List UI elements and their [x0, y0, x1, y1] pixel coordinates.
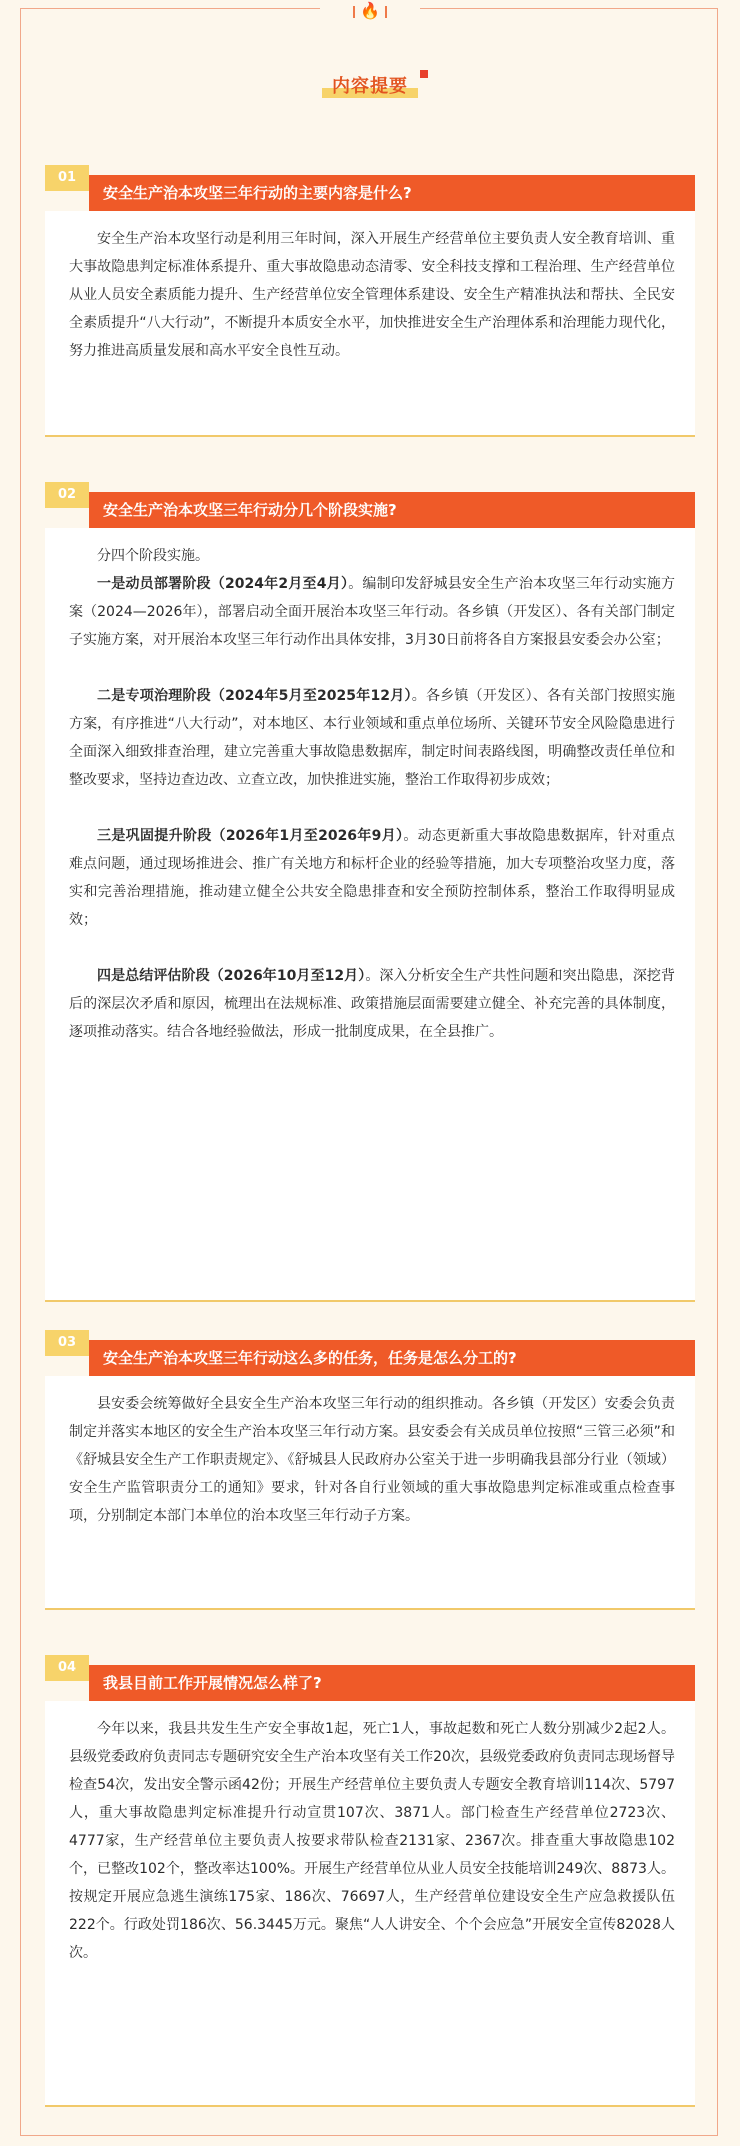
section-question: 安全生产治本攻坚三年行动分几个阶段实施? — [89, 492, 695, 528]
section-question: 我县目前工作开展情况怎么样了? — [89, 1665, 695, 1701]
ornament-bar — [353, 6, 355, 18]
section-question: 安全生产治本攻坚三年行动这么多的任务，任务是怎么分工的? — [89, 1340, 695, 1376]
paragraph: 分四个阶段实施。 — [97, 548, 209, 564]
phase-paragraph — [69, 962, 675, 1046]
section-body — [45, 211, 695, 437]
title-dot — [420, 70, 428, 78]
phase-heading: 二是专项治理阶段（2024年5月至2025年12月） — [97, 688, 412, 704]
top-ornament — [320, 0, 420, 22]
section-number-badge: 01 — [45, 165, 89, 191]
section-number-badge: 04 — [45, 1655, 89, 1681]
phase-heading: 三是巩固提升阶段（2026年1月至2026年9月） — [97, 828, 404, 844]
paragraph: 今年以来，我县共发生生产安全事故1起，死亡1人，事故起数和死亡人数分别减少2起2人。县级党委政府负责同志专题研究安全生产治本攻坚有关工作20次，县级党委政府负责同志现场督导检查54次，发出安全警示函42份；开展生产经营单位主要负责人专题安全教育培训114次、5797人，重大事故隐患判定标准提升行动宣贯107次、3871人。部门检查生产经营单位2723次、4777家，生产经营单位主要负责人按要求带队检查2131家、2367次。排查重大事故隐患102个，已整改102个，整改率达100%。开展生产经营单位从业人员安全技能培训249次、8873人。按规定开展应急逃生演练175家、186次、76697人，生产经营单位建设安全生产应急救援队伍222个。行政处罚186次、56.3445万元。聚焦“人人讲安全、个个会应急”开展安全宣传82028人次。 — [69, 1721, 675, 1961]
section-body — [45, 1376, 695, 1610]
section-body — [45, 1701, 695, 2107]
section-number-badge: 02 — [45, 482, 89, 508]
flame-icon: 🔥 — [360, 1, 380, 20]
phase-paragraph — [69, 570, 675, 654]
section-number-badge: 03 — [45, 1330, 89, 1356]
phase-paragraph — [69, 682, 675, 794]
phase-text: 。深入分析安全生产共性问题和突出隐患，深挖背后的深层次矛盾和原因，梳理出在法规标准、政策措施层面需要建立健全、补充完善的具体制度，逐项推动落实。结合各地经验做法，形成一批制度成果，在全县推广。 — [69, 968, 676, 1040]
phase-text: 。编制印发舒城县安全生产治本攻坚三年行动实施方案（2024—2026年），部署启动全面开展治本攻坚三年行动。各乡镇（开发区）、各有关部门制定子实施方案，对开展治本攻坚三年行动作出具体安排，3月30日前将各自方案报县安委会办公室； — [69, 576, 676, 648]
section-question: 安全生产治本攻坚三年行动的主要内容是什么? — [89, 175, 695, 211]
paragraph: 安全生产治本攻坚行动是利用三年时间，深入开展生产经营单位主要负责人安全教育培训、重大事故隐患判定标准体系提升、重大事故隐患动态清零、安全科技支撑和工程治理、生产经营单位从业人员安全素质能力提升、生产经营单位安全管理体系建设、安全生产精准执法和帮扶、全民安全素质提升“八大行动”，不断提升本质安全水平，加快推进安全生产治理体系和治理能力现代化，努力推进高质量发展和高水平安全良性互动。 — [69, 231, 675, 359]
section-body — [45, 528, 695, 1302]
phase-text: 。各乡镇（开发区）、各有关部门按照实施方案，有序推进“八大行动”，对本地区、本行业领域和重点单位场所、关键环节安全风险隐患进行全面深入细致排查治理，建立完善重大事故隐患数据库，制定时间表路线图，明确整改责任单位和整改要求，坚持边查边改、立查立改，加快推进实施，整治工作取得初步成效； — [69, 688, 676, 788]
ornament-bar — [385, 6, 387, 18]
paragraph: 县安委会统筹做好全县安全生产治本攻坚三年行动的组织推动。各乡镇（开发区）安委会负责制定并落实本地区的安全生产治本攻坚三年行动方案。县安委会有关成员单位按照“三管三必须”和《舒城县安全生产工作职责规定》、《舒城县人民政府办公室关于进一步明确我县部分行业（领域）安全生产监管职责分工的通知》要求，针对各自行业领域的重大事故隐患判定标准或重点检查事项，分别制定本部门本单位的治本攻坚三年行动子方案。 — [69, 1396, 675, 1524]
phase-heading: 四是总结评估阶段（2026年10月至12月） — [97, 968, 366, 984]
summary-title — [318, 72, 422, 102]
phase-paragraph — [69, 822, 675, 934]
phase-text: 。动态更新重大事故隐患数据库，针对重点难点问题，通过现场推进会、推广有关地方和标杆企业的经验等措施，加大专项整治攻坚力度，落实和完善治理措施，推动建立健全公共安全隐患排查和安全预防控制体系，整治工作取得明显成效； — [69, 828, 675, 928]
summary-title-text: 内容提要 — [332, 76, 408, 97]
phase-heading: 一是动员部署阶段（2024年2月至4月） — [97, 576, 349, 592]
